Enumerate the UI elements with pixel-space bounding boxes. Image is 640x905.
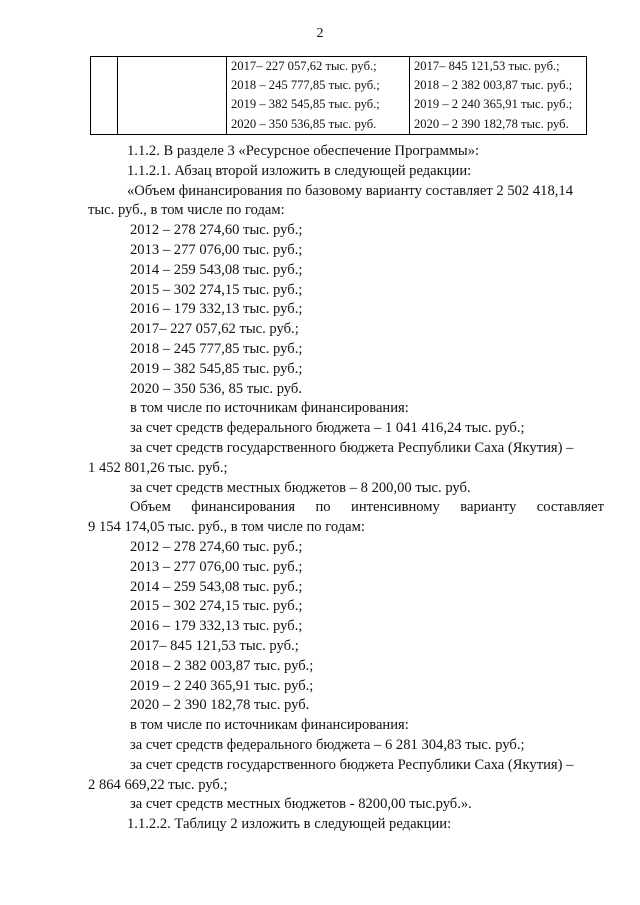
paragraph-line: в том числе по источникам финансирования: xyxy=(130,400,409,417)
year-line: 2020 – 2 390 182,78 тыс. руб. xyxy=(130,697,310,714)
year-line: 2016 – 179 332,13 тыс. руб.; xyxy=(130,618,303,635)
year-line: 2019 – 2 240 365,91 тыс. руб.; xyxy=(130,677,314,694)
word: интенсивному xyxy=(351,499,440,516)
table-line: 2017– 845 121,53 тыс. руб.; xyxy=(414,59,560,73)
page-number: 2 xyxy=(316,26,324,41)
word: составляет xyxy=(536,499,604,516)
year-line: 2014 – 259 543,08 тыс. руб.; xyxy=(130,261,303,278)
year-line: 2019 – 382 545,85 тыс. руб.; xyxy=(130,360,303,377)
table-line: 2020 – 350 536,85 тыс. руб. xyxy=(231,116,377,131)
paragraph-line: за счет средств местных бюджетов – 8 200,00 тыс. руб. xyxy=(130,479,471,496)
table-line: 2019 – 2 240 365,91 тыс. руб.; xyxy=(414,97,573,112)
year-line: 2018 – 2 382 003,87 тыс. руб.; xyxy=(130,657,314,674)
paragraph-line: в том числе по источникам финансирования: xyxy=(130,717,409,734)
paragraph-line: за счет средств федерального бюджета – 1 041 416,24 тыс. руб.; xyxy=(130,420,525,437)
document-body xyxy=(88,142,604,835)
paragraph-line: 1.1.2.1. Абзац второй изложить в следующей редакции: xyxy=(127,162,472,179)
table-line: 2018 – 245 777,85 тыс. руб.; xyxy=(231,78,380,93)
table-line: 2019 – 382 545,85 тыс. руб.; xyxy=(231,97,380,112)
year-line: 2020 – 350 536, 85 тыс. руб. xyxy=(130,380,302,397)
year-line: 2018 – 245 777,85 тыс. руб.; xyxy=(130,340,303,357)
year-line: 2017– 845 121,53 тыс. руб.; xyxy=(130,637,299,654)
paragraph-line: за счет средств местных бюджетов - 8200,00 тыс.руб.». xyxy=(130,796,472,813)
year-line: 2017– 227 057,62 тыс. руб.; xyxy=(130,321,299,338)
paragraph-line: 1.1.2. В разделе 3 «Ресурсное обеспечение Программы»: xyxy=(127,143,480,159)
paragraph-line: тыс. руб., в том числе по годам: xyxy=(88,202,285,219)
table-cell-intensive-variant xyxy=(410,57,587,135)
word: Объем xyxy=(130,499,171,516)
paragraph-line: за счет средств государственного бюджета Республики Саха (Якутия) – xyxy=(130,439,574,456)
year-line: 2012 – 278 274,60 тыс. руб.; xyxy=(130,222,303,239)
paragraph-line: 2 864 669,22 тыс. руб.; xyxy=(88,776,228,793)
paragraph-line: 1.1.2.2. Таблицу 2 изложить в следующей редакции: xyxy=(127,816,452,833)
year-line: 2012 – 278 274,60 тыс. руб.; xyxy=(130,538,303,555)
funding-table-fragment xyxy=(90,56,587,135)
word: финансирования xyxy=(191,499,296,516)
year-line: 2016 – 179 332,13 тыс. руб.; xyxy=(130,301,303,318)
year-line: 2013 – 277 076,00 тыс. руб.; xyxy=(130,241,303,258)
paragraph-line: «Объем финансирования по базовому варианту составляет 2 502 418,14 xyxy=(127,182,573,199)
table-line: 2020 – 2 390 182,78 тыс. руб. xyxy=(414,116,569,131)
paragraph-line: за счет средств федерального бюджета – 6 281 304,83 тыс. руб.; xyxy=(130,736,525,753)
word: варианту xyxy=(460,499,517,516)
paragraph-line: за счет средств государственного бюджета Республики Саха (Якутия) – xyxy=(130,756,574,773)
year-line: 2015 – 302 274,15 тыс. руб.; xyxy=(130,281,303,298)
justified-line xyxy=(88,498,604,518)
table-line: 2018 – 2 382 003,87 тыс. руб.; xyxy=(414,78,573,93)
table-cell-empty xyxy=(91,57,118,135)
year-line: 2015 – 302 274,15 тыс. руб.; xyxy=(130,598,303,615)
table-cell-base-variant xyxy=(227,57,410,135)
table-cell-empty xyxy=(118,57,227,135)
year-line: 2013 – 277 076,00 тыс. руб.; xyxy=(130,558,303,575)
year-line: 2014 – 259 543,08 тыс. руб.; xyxy=(130,578,303,595)
paragraph-line: 9 154 174,05 тыс. руб., в том числе по годам: xyxy=(88,519,365,536)
table-line: 2017– 227 057,62 тыс. руб.; xyxy=(231,59,377,73)
table-row xyxy=(91,57,587,135)
paragraph-line: 1 452 801,26 тыс. руб.; xyxy=(88,459,228,476)
word: по xyxy=(315,499,331,516)
